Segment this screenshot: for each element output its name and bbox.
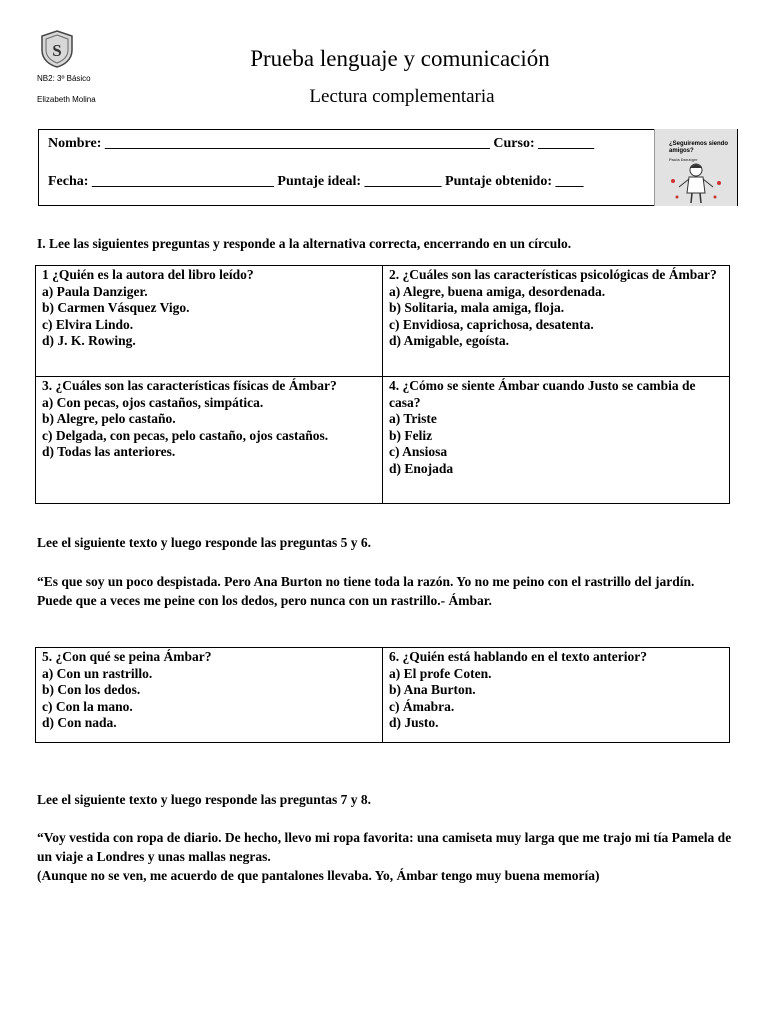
question-4 xyxy=(383,377,730,504)
answer-option[interactable]: c) Delgada, con pecas, pelo castaño, ojos castaños. xyxy=(42,427,329,443)
logo-letter: S xyxy=(52,41,62,60)
section3-quote-text: “Voy vestida con ropa de diario. De hecho, llevo mi ropa favorita: una camiseta muy larga que me trajo mi tía Pamela de un viaje a Londres y unas mallas negras. xyxy=(37,830,732,864)
date-score-field[interactable]: Fecha: __________________________ Puntaje ideal: ___________ Puntaje obtenido: ____ xyxy=(48,174,584,189)
answer-option[interactable]: b) Carmen Vásquez Vigo. xyxy=(42,300,190,315)
section3-quote xyxy=(37,828,737,885)
answer-option[interactable]: d) Enojada xyxy=(389,460,454,476)
answer-option[interactable]: b) Solitaria, mala amiga, floja. xyxy=(389,300,565,315)
section3-quote-cont: (Aunque no se ven, me acuerdo de que pantalones llevaba. Yo, Ámbar tengo muy buena memoría) xyxy=(37,868,600,883)
section2-instruction: Lee el siguiente texto y luego responde las preguntas 5 y 6. xyxy=(37,535,371,550)
book-cover-title: ¿Seguiremos siendo amigos? xyxy=(669,141,729,154)
book-cover-image xyxy=(654,129,737,206)
question-stem: 2. ¿Cuáles son las características psicológicas de Ámbar? xyxy=(389,267,717,282)
page-subtitle: Lectura complementaria xyxy=(309,86,495,107)
answer-option[interactable]: a) Paula Danziger. xyxy=(42,283,148,299)
answer-option[interactable]: c) Elvira Lindo. xyxy=(42,316,134,332)
answer-option[interactable]: d) Con nada. xyxy=(42,715,117,730)
answer-option[interactable]: d) J. K. Rowing. xyxy=(42,333,136,348)
answer-option[interactable]: c) Ansiosa xyxy=(389,444,448,459)
question-1 xyxy=(36,266,383,377)
question-3 xyxy=(36,377,383,504)
page-title: Prueba lenguaje y comunicación xyxy=(250,46,550,71)
question-5 xyxy=(36,648,383,743)
questions-table-5-6 xyxy=(35,647,730,743)
answer-option[interactable]: b) Con los dedos. xyxy=(42,682,141,697)
section2-quote: “Es que soy un poco despistada. Pero Ana Burton no tiene toda la razón. Yo no me peino con el rastrillo del jardín. Puede que a veces me peine con los dedos, pero nunca con un rastrillo.- Ámbar. xyxy=(37,574,695,608)
course-level: NB2: 3º Básico xyxy=(37,74,91,83)
answer-option[interactable]: a) El profe Coten. xyxy=(389,665,492,681)
answer-option[interactable]: a) Con un rastrillo. xyxy=(42,665,153,681)
student-info-box xyxy=(38,129,738,206)
answer-option[interactable]: a) Con pecas, ojos castaños, simpática. xyxy=(42,394,264,410)
teacher-name: Elizabeth Molina xyxy=(37,95,96,104)
answer-option[interactable]: b) Alegre, pelo castaño. xyxy=(42,411,176,426)
answer-option[interactable]: d) Amigable, egoísta. xyxy=(389,333,509,348)
name-course-field[interactable]: Nombre: _______________________________________________________ Curso: ________ xyxy=(48,136,595,151)
question-2 xyxy=(383,266,730,377)
question-stem: 1 ¿Quién es la autora del libro leído? xyxy=(42,267,254,282)
answer-option[interactable]: d) Justo. xyxy=(389,715,439,730)
question-stem: 6. ¿Quién está hablando en el texto anterior? xyxy=(389,649,647,664)
answer-option[interactable]: c) Con la mano. xyxy=(42,698,133,714)
book-cover-author: Paula Danziger xyxy=(669,157,698,162)
section3-instruction: Lee el siguiente texto y luego responde las preguntas 7 y 8. xyxy=(37,792,371,807)
question-stem: 5. ¿Con qué se peina Ámbar? xyxy=(42,649,212,664)
answer-option[interactable]: b) Ana Burton. xyxy=(389,682,476,697)
answer-option[interactable]: c) Ámabra. xyxy=(389,698,455,714)
questions-table-1-4 xyxy=(35,265,730,504)
question-stem: 4. ¿Cómo se siente Ámbar cuando Justo se cambia de casa? xyxy=(389,378,696,410)
answer-option[interactable]: d) Todas las anteriores. xyxy=(42,444,176,459)
girl-illustration-icon xyxy=(665,161,727,205)
answer-option[interactable]: b) Feliz xyxy=(389,427,433,443)
question-6 xyxy=(383,648,730,743)
answer-option[interactable]: a) Triste xyxy=(389,411,437,426)
answer-option[interactable]: a) Alegre, buena amiga, desordenada. xyxy=(389,283,606,299)
section1-instruction: I. Lee las siguientes preguntas y responde a la alternativa correcta, encerrando en un círculo. xyxy=(37,236,572,251)
question-stem: 3. ¿Cuáles son las características físicas de Ámbar? xyxy=(42,378,337,393)
answer-option[interactable]: c) Envidiosa, caprichosa, desatenta. xyxy=(389,316,594,332)
